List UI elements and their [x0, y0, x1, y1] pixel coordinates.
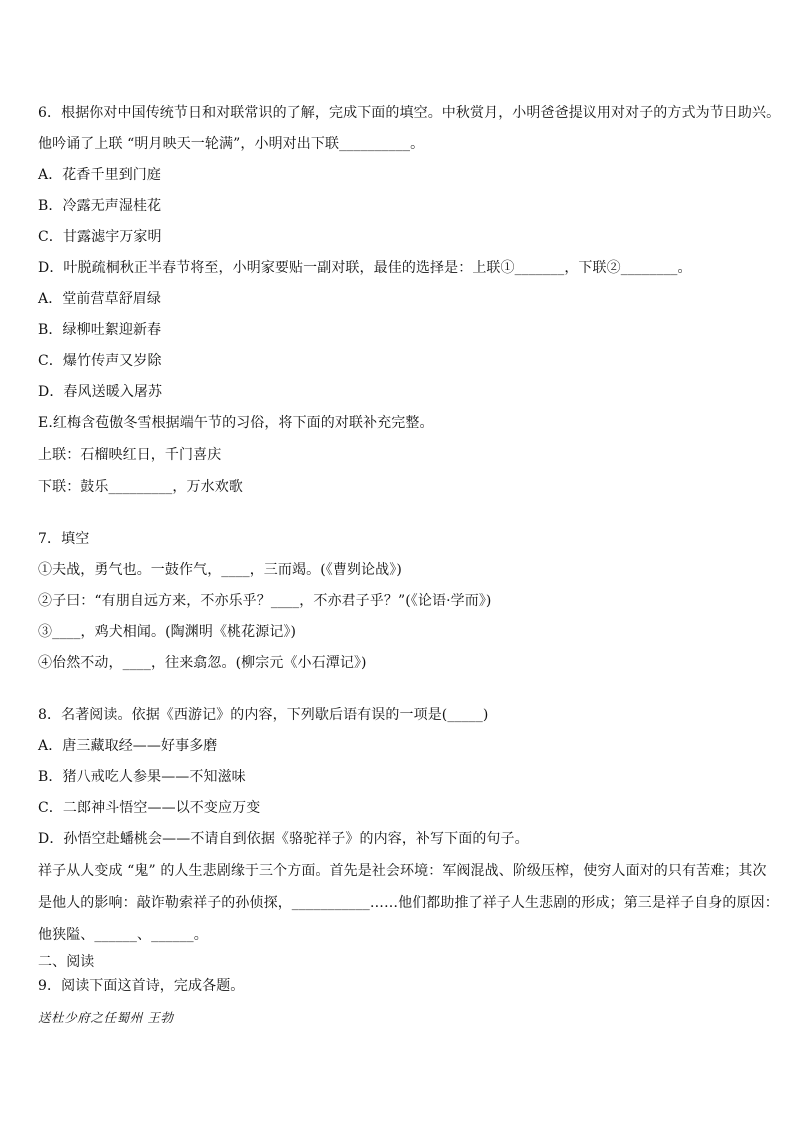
couplet-option-c: C．爆竹传声又岁除 [38, 353, 162, 369]
poem-title: 送杜少府之任蜀州 王勃 [38, 1010, 174, 1025]
q6-option-c: C．甘露滤宇万家明 [38, 229, 162, 245]
couplet-lower: 下联：鼓乐_________，万水欢歌 [38, 479, 243, 495]
q7-item-1: ①夫战，勇气也。一鼓作气，____，三而竭。(《曹刿论战》) [38, 562, 402, 578]
q8-option-c: C．二郎神斗悟空——以不变应万变 [38, 800, 261, 816]
couplet-upper: 上联：石榴映红日，千门喜庆 [38, 447, 222, 463]
couplet-option-a: A．堂前营草舒眉绿 [38, 291, 162, 307]
couplet-option-b: B．绿柳吐絮迎新春 [38, 322, 162, 338]
q7-item-4: ④佁然不动，____，往来翕忽。(柳宗元《小石潭记》) [38, 655, 367, 671]
q6-stem-line-2: 他吟诵了上联 “明月映天一轮满”，小明对出下联__________。 [38, 136, 425, 152]
xiangzi-paragraph-line-3: 他狭隘、______、______。 [38, 927, 208, 943]
q7-item-3: ③____，鸡犬相闻。(陶渊明《桃花源记》) [38, 624, 297, 640]
q6-stem-line-1: 6．根据你对中国传统节日和对联常识的了解，完成下面的填空。中秋赏月，小明爸爸提议用对对子的方式为节日助兴。 [38, 105, 781, 121]
q6-option-d: D．叶脱疏桐秋正半春节将至，小明家要贴一副对联，最佳的选择是：上联①_______，下联②________。 [38, 260, 692, 276]
q9-stem: 9．阅读下面这首诗，完成各题。 [38, 978, 245, 994]
q7-heading: 7．填空 [38, 531, 90, 547]
xiangzi-paragraph-line-2: 是他人的影响：敲诈勒索祥子的孙侦探，___________……他们都助推了祥子人生悲剧的形成；第三是祥子自身的原因： [38, 895, 779, 911]
q8-stem: 8．名著阅读。依据《西游记》的内容，下列歇后语有误的一项是(_____) [38, 707, 489, 723]
q8-option-a: A．唐三藏取经——好事多磨 [38, 738, 218, 754]
couplet-option-d: D．春风送暖入屠苏 [38, 384, 163, 400]
xiangzi-paragraph-line-1: 祥子从人变成 “鬼” 的人生悲剧缘于三个方面。首先是社会环境：军阀混战、阶级压榨，使穷人面对的只有苦难；其次 [38, 863, 767, 879]
couplet-option-e: E.红梅含苞傲冬雪根据端午节的习俗，将下面的对联补充完整。 [38, 415, 434, 431]
q6-option-b: B．冷露无声湿桂花 [38, 198, 162, 214]
q8-option-d: D．孙悟空赴蟠桃会——不请自到依据《骆驼祥子》的内容，补写下面的句子。 [38, 831, 529, 847]
section-reading-heading: 二、阅读 [38, 954, 95, 970]
q7-item-2: ②子曰：“有朋自远方来，不亦乐乎？____，不亦君子乎？”(《论语·学而》) [38, 593, 492, 609]
q6-option-a: A．花香千里到门庭 [38, 167, 162, 183]
q8-option-b: B．猪八戒吃人参果——不知滋味 [38, 769, 246, 785]
